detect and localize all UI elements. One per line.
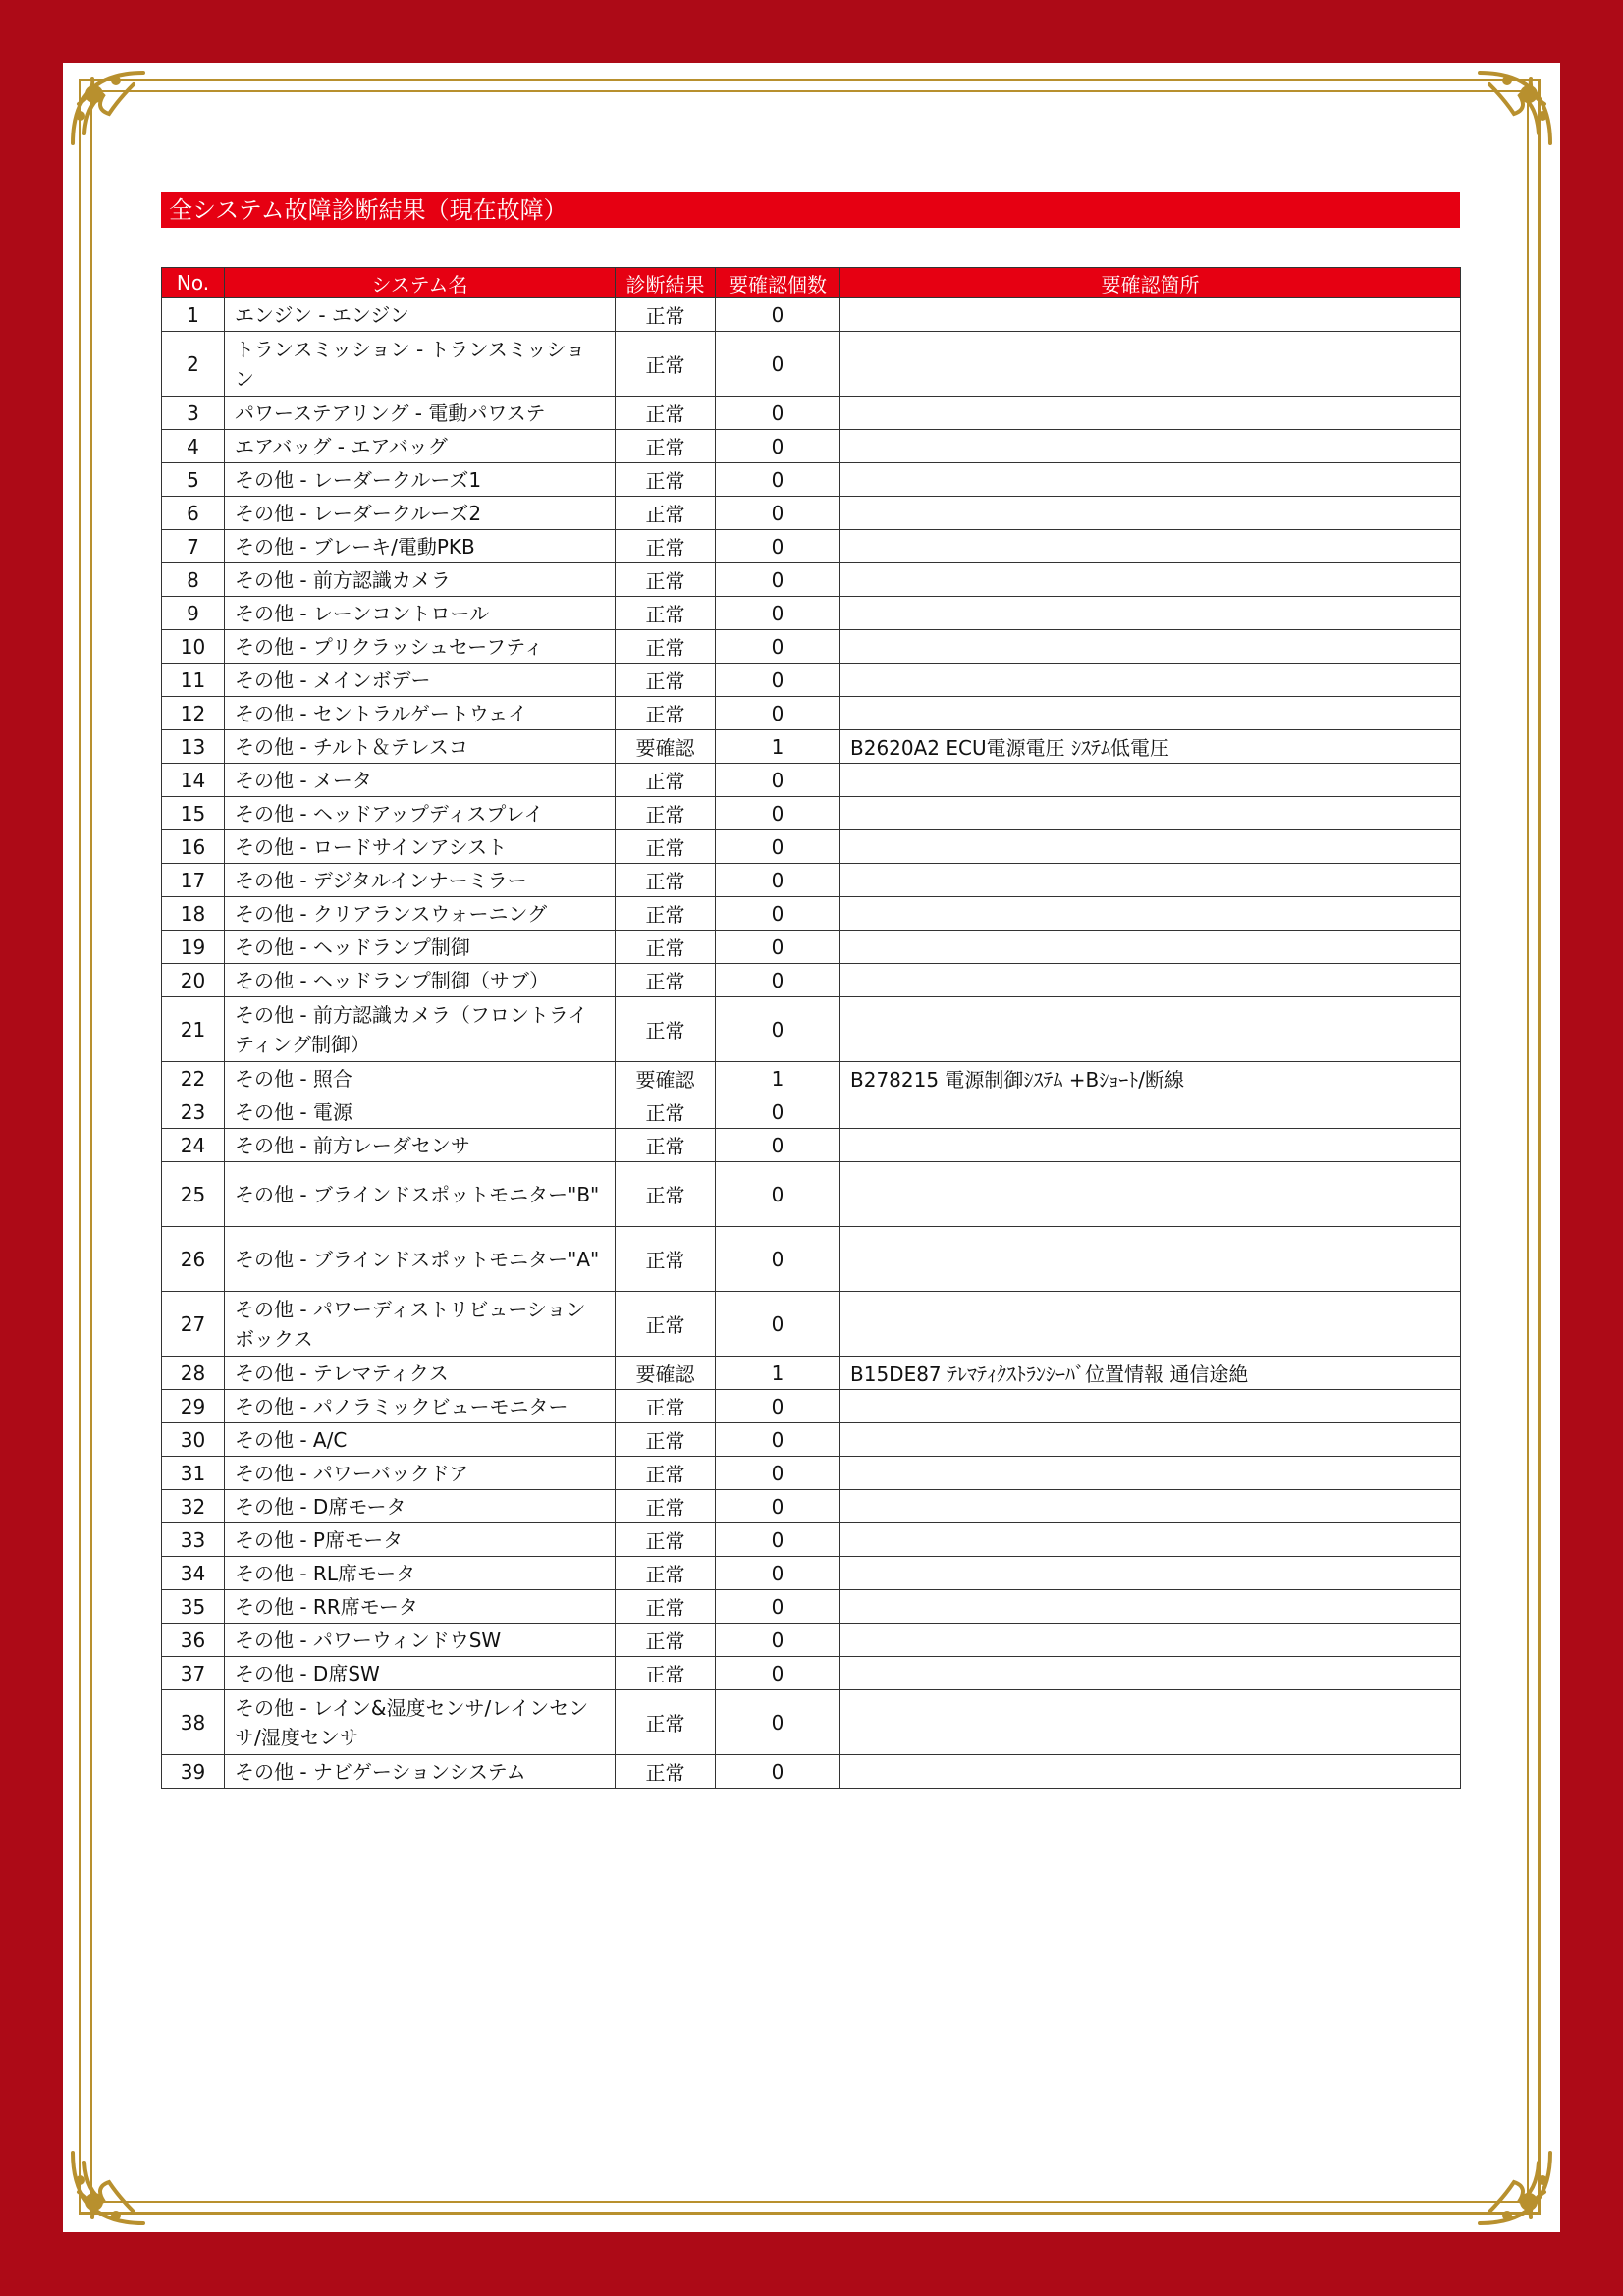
row-count: 0: [716, 463, 840, 497]
row-no: 12: [162, 697, 225, 730]
row-location: B278215 電源制御ｼｽﾃﾑ +Bｼｮｰﾄ/断線: [840, 1062, 1461, 1095]
row-no: 8: [162, 563, 225, 597]
row-no: 33: [162, 1523, 225, 1557]
row-no: 37: [162, 1657, 225, 1690]
table-row: [162, 1755, 1461, 1789]
table-row: [162, 332, 1461, 397]
row-count: 0: [716, 964, 840, 997]
row-count: 0: [716, 1162, 840, 1227]
row-result: 正常: [616, 397, 716, 430]
table-row: [162, 1457, 1461, 1490]
row-location: [840, 530, 1461, 563]
row-location: [840, 1690, 1461, 1755]
row-result: 正常: [616, 1755, 716, 1789]
table-row: [162, 1624, 1461, 1657]
column-header-count: 要確認個数: [716, 268, 840, 298]
table-row: [162, 964, 1461, 997]
row-location: [840, 497, 1461, 530]
row-location: [840, 1227, 1461, 1292]
row-location: [840, 298, 1461, 332]
row-system-name: その他 - セントラルゲートウェイ: [225, 697, 616, 730]
table-row: [162, 1557, 1461, 1590]
row-no: 23: [162, 1095, 225, 1129]
row-system-name: その他 - ブラインドスポットモニター"B": [225, 1162, 616, 1227]
row-location: [840, 597, 1461, 630]
row-system-name: その他 - プリクラッシュセーフティ: [225, 630, 616, 664]
row-location: [840, 397, 1461, 430]
row-result: 正常: [616, 664, 716, 697]
row-count: 0: [716, 1523, 840, 1557]
row-count: 1: [716, 1062, 840, 1095]
section-title: 全システム故障診断結果（現在故障）: [161, 192, 1460, 228]
row-no: 18: [162, 897, 225, 931]
table-row: [162, 1095, 1461, 1129]
row-system-name: エアバッグ - エアバッグ: [225, 430, 616, 463]
row-location: [840, 1490, 1461, 1523]
row-no: 20: [162, 964, 225, 997]
row-count: 0: [716, 830, 840, 864]
row-no: 31: [162, 1457, 225, 1490]
row-result: 正常: [616, 1523, 716, 1557]
gold-ornament-corner-icon: [1470, 65, 1558, 153]
table-row: [162, 797, 1461, 830]
row-no: 36: [162, 1624, 225, 1657]
row-count: 0: [716, 1624, 840, 1657]
row-system-name: その他 - 前方認識カメラ: [225, 563, 616, 597]
row-no: 39: [162, 1755, 225, 1789]
row-location: [840, 797, 1461, 830]
row-system-name: その他 - ブラインドスポットモニター"A": [225, 1227, 616, 1292]
row-count: 0: [716, 697, 840, 730]
gold-ornament-corner-icon: [1470, 2143, 1558, 2231]
row-location: [840, 1557, 1461, 1590]
row-system-name: その他 - メータ: [225, 764, 616, 797]
row-count: 0: [716, 597, 840, 630]
row-no: 22: [162, 1062, 225, 1095]
row-count: 0: [716, 864, 840, 897]
row-no: 5: [162, 463, 225, 497]
table-row: [162, 664, 1461, 697]
table-row: [162, 1162, 1461, 1227]
row-location: [840, 1292, 1461, 1357]
row-count: 0: [716, 430, 840, 463]
row-system-name: その他 - RL席モータ: [225, 1557, 616, 1590]
row-result: 正常: [616, 630, 716, 664]
row-result: 正常: [616, 864, 716, 897]
row-result: 正常: [616, 530, 716, 563]
row-system-name: その他 - レイン&湿度センサ/レインセンサ/湿度センサ: [225, 1690, 616, 1755]
row-count: 0: [716, 1423, 840, 1457]
row-result: 正常: [616, 1227, 716, 1292]
row-count: 0: [716, 332, 840, 397]
table-row: [162, 764, 1461, 797]
row-system-name: その他 - ブレーキ/電動PKB: [225, 530, 616, 563]
row-result: 要確認: [616, 1062, 716, 1095]
row-result: 正常: [616, 1162, 716, 1227]
row-system-name: その他 - ヘッドランプ制御（サブ）: [225, 964, 616, 997]
row-system-name: その他 - ヘッドアップディスプレイ: [225, 797, 616, 830]
table-row: [162, 1590, 1461, 1624]
row-location: [840, 1390, 1461, 1423]
row-system-name: その他 - パワーバックドア: [225, 1457, 616, 1490]
row-result: 正常: [616, 1292, 716, 1357]
row-count: 1: [716, 1357, 840, 1390]
row-no: 13: [162, 730, 225, 764]
row-location: [840, 830, 1461, 864]
row-result: 正常: [616, 964, 716, 997]
row-system-name: その他 - レーンコントロール: [225, 597, 616, 630]
row-count: 0: [716, 1590, 840, 1624]
row-system-name: その他 - 前方レーダセンサ: [225, 1129, 616, 1162]
table-row: [162, 697, 1461, 730]
table-row: [162, 1062, 1461, 1095]
row-result: 正常: [616, 764, 716, 797]
row-result: 正常: [616, 1490, 716, 1523]
row-location: [840, 430, 1461, 463]
table-row: [162, 430, 1461, 463]
row-system-name: エンジン - エンジン: [225, 298, 616, 332]
row-no: 24: [162, 1129, 225, 1162]
row-result: 正常: [616, 897, 716, 931]
row-location: [840, 664, 1461, 697]
row-count: 0: [716, 1292, 840, 1357]
row-location: [840, 1590, 1461, 1624]
row-no: 1: [162, 298, 225, 332]
table-row: [162, 931, 1461, 964]
table-row: [162, 830, 1461, 864]
row-result: 正常: [616, 1095, 716, 1129]
row-count: 0: [716, 1755, 840, 1789]
row-system-name: その他 - レーダークルーズ1: [225, 463, 616, 497]
table-row: [162, 298, 1461, 332]
row-count: 0: [716, 1129, 840, 1162]
row-location: [840, 997, 1461, 1062]
row-count: 0: [716, 563, 840, 597]
row-result: 正常: [616, 1690, 716, 1755]
row-location: [840, 1423, 1461, 1457]
row-count: 0: [716, 1457, 840, 1490]
row-system-name: トランスミッション - トランスミッション: [225, 332, 616, 397]
column-header-result: 診断結果: [616, 268, 716, 298]
row-count: 0: [716, 931, 840, 964]
table-row: [162, 397, 1461, 430]
row-system-name: パワーステアリング - 電動パワステ: [225, 397, 616, 430]
table-row: [162, 1292, 1461, 1357]
row-system-name: その他 - チルト＆テレスコ: [225, 730, 616, 764]
table-row: [162, 463, 1461, 497]
row-system-name: その他 - 照合: [225, 1062, 616, 1095]
row-result: 正常: [616, 1129, 716, 1162]
row-no: 19: [162, 931, 225, 964]
row-no: 6: [162, 497, 225, 530]
row-count: 0: [716, 1490, 840, 1523]
row-result: 正常: [616, 597, 716, 630]
row-location: [840, 563, 1461, 597]
row-count: 0: [716, 298, 840, 332]
row-count: 0: [716, 997, 840, 1062]
row-result: 要確認: [616, 1357, 716, 1390]
row-result: 正常: [616, 430, 716, 463]
row-no: 4: [162, 430, 225, 463]
row-no: 38: [162, 1690, 225, 1755]
row-no: 9: [162, 597, 225, 630]
table-row: [162, 864, 1461, 897]
row-count: 0: [716, 1690, 840, 1755]
row-system-name: その他 - レーダークルーズ2: [225, 497, 616, 530]
row-system-name: その他 - RR席モータ: [225, 1590, 616, 1624]
table-row: [162, 563, 1461, 597]
row-count: 0: [716, 1557, 840, 1590]
row-system-name: その他 - ナビゲーションシステム: [225, 1755, 616, 1789]
table-row: [162, 997, 1461, 1062]
table-row: [162, 597, 1461, 630]
row-count: 0: [716, 497, 840, 530]
row-no: 15: [162, 797, 225, 830]
row-count: 0: [716, 1657, 840, 1690]
row-no: 11: [162, 664, 225, 697]
row-location: [840, 1129, 1461, 1162]
row-no: 2: [162, 332, 225, 397]
table-row: [162, 1357, 1461, 1390]
table-row: [162, 1523, 1461, 1557]
row-no: 26: [162, 1227, 225, 1292]
row-no: 7: [162, 530, 225, 563]
row-location: [840, 463, 1461, 497]
row-no: 17: [162, 864, 225, 897]
row-location: [840, 1755, 1461, 1789]
table-row: [162, 1657, 1461, 1690]
table-row: [162, 1227, 1461, 1292]
row-no: 10: [162, 630, 225, 664]
row-location: [840, 697, 1461, 730]
row-result: 正常: [616, 1590, 716, 1624]
row-system-name: その他 - D席モータ: [225, 1490, 616, 1523]
row-location: [840, 1095, 1461, 1129]
row-result: 正常: [616, 332, 716, 397]
row-location: B2620A2 ECU電源電圧 ｼｽﾃﾑ低電圧: [840, 730, 1461, 764]
row-system-name: その他 - メインボデー: [225, 664, 616, 697]
row-count: 0: [716, 1095, 840, 1129]
row-location: [840, 764, 1461, 797]
table-row: [162, 1390, 1461, 1423]
row-location: [840, 332, 1461, 397]
row-location: [840, 1162, 1461, 1227]
row-result: 正常: [616, 298, 716, 332]
row-location: [840, 1457, 1461, 1490]
row-no: 30: [162, 1423, 225, 1457]
row-no: 35: [162, 1590, 225, 1624]
row-count: 0: [716, 630, 840, 664]
table-row: [162, 1423, 1461, 1457]
row-no: 27: [162, 1292, 225, 1357]
row-result: 正常: [616, 830, 716, 864]
row-count: 0: [716, 530, 840, 563]
row-no: 21: [162, 997, 225, 1062]
row-system-name: その他 - クリアランスウォーニング: [225, 897, 616, 931]
column-header-location: 要確認箇所: [840, 268, 1461, 298]
table-row: [162, 497, 1461, 530]
row-count: 0: [716, 764, 840, 797]
row-system-name: その他 - A/C: [225, 1423, 616, 1457]
row-result: 正常: [616, 1624, 716, 1657]
table-row: [162, 530, 1461, 563]
row-count: 1: [716, 730, 840, 764]
row-result: 正常: [616, 497, 716, 530]
column-header-no: No.: [162, 268, 225, 298]
row-no: 32: [162, 1490, 225, 1523]
row-count: 0: [716, 1390, 840, 1423]
row-result: 正常: [616, 1657, 716, 1690]
row-system-name: その他 - 前方認識カメラ（フロントライティング制御）: [225, 997, 616, 1062]
row-system-name: その他 - パノラミックビューモニター: [225, 1390, 616, 1423]
row-result: 正常: [616, 931, 716, 964]
table-row: [162, 1690, 1461, 1755]
row-location: [840, 1523, 1461, 1557]
table-row: [162, 1129, 1461, 1162]
gold-ornament-corner-icon: [65, 65, 153, 153]
row-location: [840, 1657, 1461, 1690]
row-system-name: その他 - P席モータ: [225, 1523, 616, 1557]
table-header-row: [162, 268, 1461, 298]
row-system-name: その他 - パワーウィンドウSW: [225, 1624, 616, 1657]
row-result: 正常: [616, 563, 716, 597]
table-row: [162, 730, 1461, 764]
row-count: 0: [716, 797, 840, 830]
row-result: 正常: [616, 1557, 716, 1590]
row-result: 正常: [616, 797, 716, 830]
row-count: 0: [716, 397, 840, 430]
row-result: 正常: [616, 697, 716, 730]
row-result: 正常: [616, 997, 716, 1062]
row-result: 正常: [616, 1390, 716, 1423]
column-header-system-name: システム名: [225, 268, 616, 298]
diagnosis-table: [161, 267, 1461, 1789]
row-location: [840, 931, 1461, 964]
row-location: [840, 897, 1461, 931]
row-location: [840, 1624, 1461, 1657]
row-count: 0: [716, 1227, 840, 1292]
table-row: [162, 897, 1461, 931]
row-no: 14: [162, 764, 225, 797]
row-no: 28: [162, 1357, 225, 1390]
row-no: 16: [162, 830, 225, 864]
row-location: [840, 964, 1461, 997]
row-system-name: その他 - 電源: [225, 1095, 616, 1129]
row-system-name: その他 - ロードサインアシスト: [225, 830, 616, 864]
row-system-name: その他 - ヘッドランプ制御: [225, 931, 616, 964]
table-row: [162, 630, 1461, 664]
row-no: 25: [162, 1162, 225, 1227]
row-location: [840, 864, 1461, 897]
row-no: 29: [162, 1390, 225, 1423]
row-result: 要確認: [616, 730, 716, 764]
row-location: B15DE87 ﾃﾚﾏﾃｨｸｽﾄﾗﾝｼｰﾊﾞ位置情報 通信途絶: [840, 1357, 1461, 1390]
gold-ornament-corner-icon: [65, 2143, 153, 2231]
row-result: 正常: [616, 1423, 716, 1457]
row-count: 0: [716, 664, 840, 697]
row-location: [840, 630, 1461, 664]
row-result: 正常: [616, 1457, 716, 1490]
row-system-name: その他 - D席SW: [225, 1657, 616, 1690]
row-system-name: その他 - テレマティクス: [225, 1357, 616, 1390]
table-row: [162, 1490, 1461, 1523]
row-system-name: その他 - デジタルインナーミラー: [225, 864, 616, 897]
row-system-name: その他 - パワーディストリビューションボックス: [225, 1292, 616, 1357]
row-result: 正常: [616, 463, 716, 497]
row-no: 3: [162, 397, 225, 430]
row-no: 34: [162, 1557, 225, 1590]
row-count: 0: [716, 897, 840, 931]
